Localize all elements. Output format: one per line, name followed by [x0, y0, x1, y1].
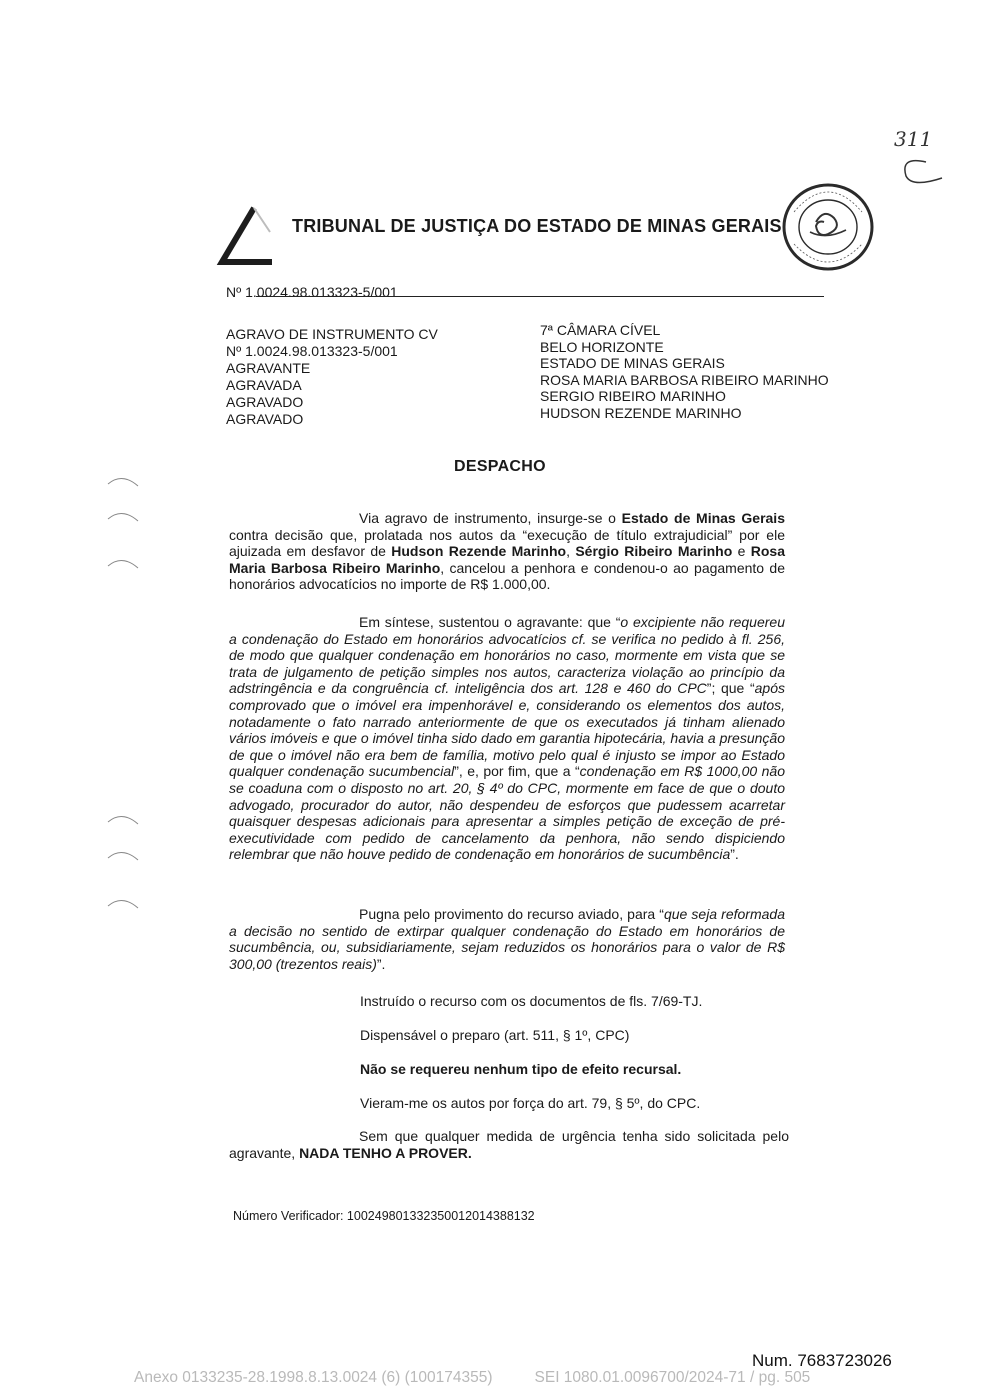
value-agravante: ESTADO DE MINAS GERAIS — [540, 355, 725, 371]
value-agravado-1: SERGIO RIBEIRO MARINHO — [540, 388, 726, 404]
value-agravado-2: HUDSON REZENDE MARINHO — [540, 404, 742, 421]
label-agravo: AGRAVO DE INSTRUMENTO CV — [226, 326, 438, 342]
label-process-number: Nº 1.0024.98.013323-5/001 — [226, 343, 398, 359]
paragraph-2: Em síntese, sustentou o agravante: que “o excipiente não requereu a condenação do Estado em honorários advocatícios cf. se verifica no pedido à fl. 256, de modo que qualquer condenação em honorários no caso, mormente em vista que se trata de julgamento de petição simples nos autos, caracteriza violação ao princípio da adstringência e da congruência cf. inteligência dos art. 128 e 460 do CPC”; que “após comprovado que o imóvel era impenhorável e, considerando os elementos dos autos, notadamente o fato narrado anteriormente de que os executados já tinham alienado vários imóveis e que o imóvel tinha sido dado em garantia hipotecária, havia a presunção de que o imóvel não era bem de família, motivo pelo qual é injusto se impor ao Estado qualquer condenação sucumbencial”, e, por fim, que a “condenação em R$ 1000,00 não se coaduna com o disposto no art. 20, § 4º do CPC, mormente em face de que o douto advogado, procurador do autor, não despendeu de esforços que pudessem acarretar quaisquer despesas adicionais para apresentar a simples petição de exceção de pré-executividade com pedido de cancelamento da penhora, não sendo dispiciendo relembrar que não houve pedido de condenação em honorários de sucumbência”. — [229, 614, 785, 863]
margin-mark-icon — [104, 808, 142, 828]
process-number: Nº 1.0024.98.013323-5/001 — [226, 284, 398, 300]
label-agravado-1: AGRAVADO — [226, 394, 304, 410]
label-agravada: AGRAVADA — [226, 377, 302, 393]
margin-mark-icon — [104, 552, 142, 572]
paragraph-3: Pugna pelo provimento do recurso aviado, para “que seja reformada a decisão no sentido de extirpar qualquer condenação do Estado em honorários de sucumbência, ou, subsidiariamente, sejam reduzidos os honorários para o valor de R$ 300,00 (trezentos reais)”. — [229, 906, 785, 972]
footer-anexo: Anexo 0133235-28.1998.8.13.0024 (6) (100174355) — [134, 1369, 493, 1386]
label-agravante: AGRAVANTE — [226, 360, 311, 376]
line-dispensavel: Dispensável o preparo (art. 511, § 1º, CPC) — [360, 1027, 630, 1043]
margin-mark-icon — [104, 844, 142, 864]
margin-mark-icon — [104, 892, 142, 912]
tribunal-logo-icon — [214, 202, 276, 268]
value-comarca: BELO HORIZONTE — [540, 338, 664, 355]
despacho-heading: DESPACHO — [454, 458, 546, 475]
paragraph-4: Sem que qualquer medida de urgência tenha sido solicitada pelo agravante, NADA TENHO A PROVER. — [229, 1128, 789, 1161]
value-agravada: ROSA MARIA BARBOSA RIBEIRO MARINHO — [540, 371, 829, 388]
line-efeito-recursal: Não se requereu nenhum tipo de efeito recursal. — [360, 1061, 682, 1077]
paragraph-1: Via agravo de instrumento, insurge-se o Estado de Minas Gerais contra decisão que, prolatada nos autos da “execução de título extrajudicial” por ele ajuizada em desfavor de Hudson Rezende Marinho, Sérgio Ribeiro Marinho e Rosa Maria Barbosa Ribeiro Marinho, cancelou a penhora e condenou-o ao pagamento de honorários advocatícios no importe de R$ 1.000,00. — [229, 510, 785, 593]
label-agravado-2: AGRAVADO — [226, 411, 304, 427]
party-values — [540, 322, 829, 421]
line-vieram: Vieram-me os autos por força do art. 79, § 5º, do CPC. — [360, 1095, 701, 1111]
court-seal-icon — [780, 182, 876, 272]
header-divider — [256, 296, 824, 297]
margin-mark-icon — [104, 470, 142, 490]
header-title: TRIBUNAL DE JUSTIÇA DO ESTADO DE MINAS GERAIS — [292, 216, 782, 236]
value-camara: 7ª CÂMARA CÍVEL — [540, 322, 661, 338]
footer-sei: SEI 1080.01.0096700/2024-71 / pg. 505 — [534, 1369, 811, 1386]
footer-watermark — [134, 1369, 810, 1387]
margin-mark-icon — [104, 505, 142, 525]
line-instruido: Instruído o recurso com os documentos de fls. 7/69-TJ. — [360, 993, 703, 1009]
handwritten-page-mark — [892, 122, 952, 188]
document-id-number: Num. 7683723026 — [752, 1351, 892, 1370]
verifier-number: Número Verificador: 100249801332350012014388132 — [233, 1209, 535, 1223]
party-labels — [226, 326, 438, 428]
page-mark-text: 311 — [894, 127, 933, 151]
